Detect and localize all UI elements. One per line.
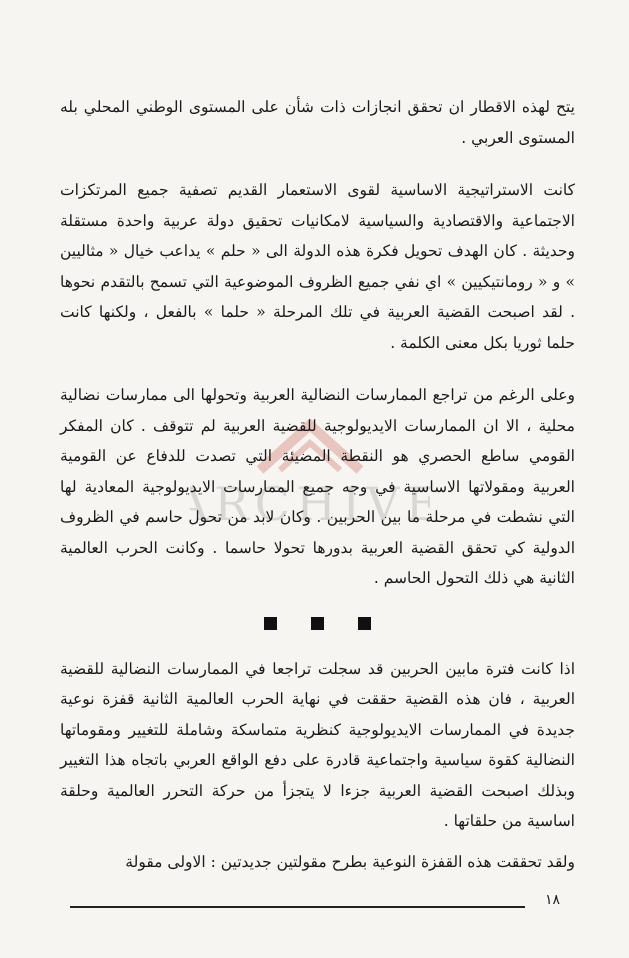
- separator-square-icon: [264, 617, 277, 630]
- watermark-text: ARCHIVE: [190, 477, 430, 531]
- footer-rule: [70, 906, 525, 908]
- paragraph-4: اذا كانت فترة مابين الحربين قد سجلت تراجعا في الممارسات النضالية للقضية العربية ، فان هذه القضية حققت في نهاية الحرب العالمية الثانية قفزة نوعية جديدة في الممارسات الايديولوجية كنظرية متماسكة وشاملة للتغيير ومقوماتها النضالية كقوة سياسية واجتماعية قادرة على دفع الواقع العربي باتجاه هذا التغيير وبذلك اصبحت القضية العربية جزءا لا يتجزأ من حركة التحرر العالمية وحلقة اساسية من حلقاتها .: [60, 659, 575, 830]
- separator-square-icon: [358, 617, 371, 630]
- paragraph-1: يتح لهذه الاقطار ان تحقق انجازات ذات شأن على المستوى الوطني المحلي بله المستوى العربي .: [60, 98, 575, 147]
- paragraph-3: وعلى الرغم من تراجع الممارسات النضالية العربية وتحولها الى ممارسات نضالية محلية ، الا ان الممارسات الايديولوجية للقضية العربية لم تتوقف . كان المفكر القومي ساطع الحصري هو النقطة المضيئة التي تصدت للدفاع عن القومية العربية ومقولاتها الاساسية في وجه جميع الممارسات الايديولوجية المعادية لها التي نشطت في مرحلة ما بين الحربين . وكان لابد من تحول حاسم في الظروف الدولية كي تحقق القضية العربية بدورها تحولا حاسما . وكانت الحرب العالمية الثانية هي ذلك التحول الحاسم .: [60, 386, 575, 587]
- page-body: [60, 92, 575, 877]
- page-number: ١٨: [544, 892, 560, 908]
- separator-square-icon: [311, 617, 324, 630]
- paragraph-5: ولقد تحققت هذه القفزة النوعية بطرح مقولتين جديدتين : الاولى مقولة: [125, 852, 575, 871]
- section-separator: [60, 594, 575, 654]
- paragraph-2: كانت الاستراتيجية الاساسية لقوى الاستعمار القديم تصفية جميع المرتكزات الاجتماعية والاقتصادية والسياسية لامكانيات تحقيق دولة عربية واحدة مستقلة وحديثة . كان الهدف تحويل فكرة هذه الدولة الى « حلم » يداعب خيال « مثاليين » و « رومانتيكيين » اي نفي جميع الظروف الموضوعية التي تسمح بالتقدم نحوها . لقد اصبحت القضية العربية في تلك المرحلة « حلما » بالفعل ، ولكنها كانت حلما ثوريا بكل معنى الكلمة .: [60, 181, 575, 352]
- page-footer: [70, 892, 560, 912]
